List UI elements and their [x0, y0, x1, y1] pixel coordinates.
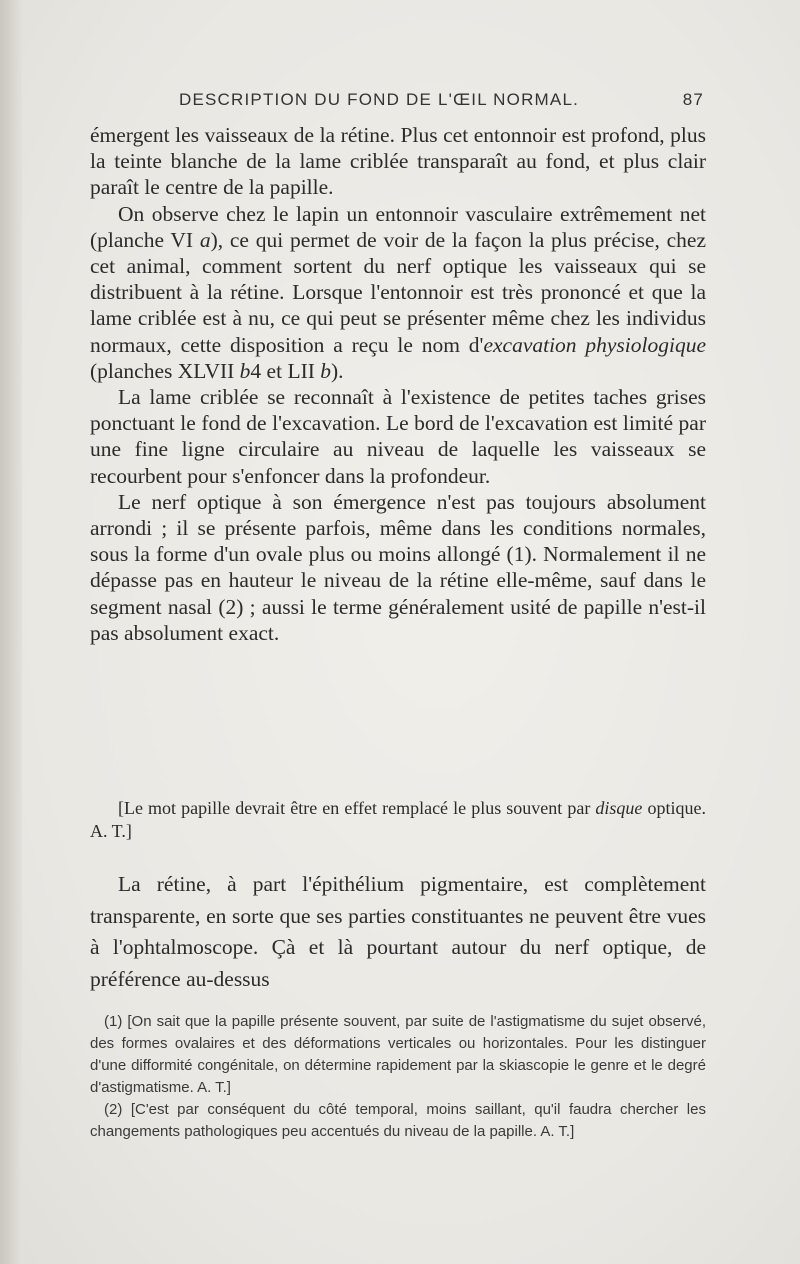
- note-part-a: [Le mot papille devrait être en effet remplacé le plus souvent par: [118, 798, 596, 818]
- running-title: DESCRIPTION DU FOND DE L'ŒIL NORMAL.: [179, 90, 580, 109]
- paragraph-2-part-d: 4 et LII: [250, 358, 321, 383]
- paragraph-2-part-b: ), ce qui permet de voir de la façon la plus précise, chez cet animal, comment sortent du nerf optique les vaisseaux qui se distribuent à la rétine. Lorsque l'entonnoir est très prononcé et que la lame criblée est à nu, ce qui peut se présenter même chez les individus normaux, cette disposition a reçu le nom d': [90, 227, 706, 357]
- note-term-disque: disque: [595, 798, 643, 818]
- paragraph-2-part-e: ).: [331, 358, 344, 383]
- page-binding-edge: [0, 0, 22, 1264]
- translator-note-text: [90, 797, 706, 843]
- footnotes: [90, 1011, 706, 1143]
- note-part-b: optique. A. T.]: [90, 798, 706, 841]
- paragraph-2: [90, 201, 706, 384]
- main-text: [90, 122, 706, 646]
- footnote-2: (2) [C'est par conséquent du côté temporal, moins saillant, qu'il faudra chercher les changements pathologiques peu accentués du niveau de la papille. A. T.]: [90, 1101, 706, 1140]
- plate-letter-b1: b: [239, 358, 251, 383]
- term-excavation-physiologique: excavation physiologique: [483, 332, 707, 357]
- plate-letter-a: a: [199, 227, 211, 252]
- running-header: [90, 86, 706, 116]
- paragraph-2-part-c: (planches XLVII: [90, 358, 240, 383]
- translator-note: [90, 797, 706, 843]
- paragraph-2-part-a: On observe chez le lapin un entonnoir vasculaire extrêmement net (planche VI: [90, 201, 706, 252]
- paragraph-1: émergent les vaisseaux de la rétine. Plus cet entonnoir est profond, plus la teinte blanche de la lame criblée transparaît au fond, et plus clair paraît le centre de la papille.: [90, 123, 706, 200]
- paragraph-4: Le nerf optique à son émergence n'est pas toujours absolument arrondi ; il se présente parfois, même dans les conditions normales, sous la forme d'un ovale plus ou moins allongé (1). Normalement il ne dépasse pas en hauteur le niveau de la rétine elle-même, sauf dans le segment nasal (2) ; aussi le terme généralement usité de papille n'est-il pas absolument exact.: [90, 489, 706, 645]
- plate-letter-b2: b: [320, 358, 332, 383]
- paragraph-3: La lame criblée se reconnaît à l'existence de petites taches grises ponctuant le fond de l'excavation. Le bord de l'excavation est limité par une fine ligne circulaire au niveau de laquelle les vaisseaux se recourbent pour s'enfoncer dans la profondeur.: [90, 385, 706, 488]
- paragraph-5: La rétine, à part l'épithélium pigmentaire, est complètement transparente, en sorte que ses parties constituantes ne peuvent être vues à l'ophtalmoscope. Çà et là pourtant autour du nerf optique, de préférence au-dessus: [90, 872, 706, 991]
- main-text-continued: [90, 869, 706, 995]
- footnote-1: (1) [On sait que la papille présente souvent, par suite de l'astigmatisme du sujet observé, des formes ovalaires et des déformations verticales ou horizontales. Pour les distinguer d'une difformité congénitale, on détermine rapidement par la skiascopie le genre et le degré d'astigmatisme. A. T.]: [90, 1013, 706, 1096]
- page-number: 87: [682, 90, 704, 109]
